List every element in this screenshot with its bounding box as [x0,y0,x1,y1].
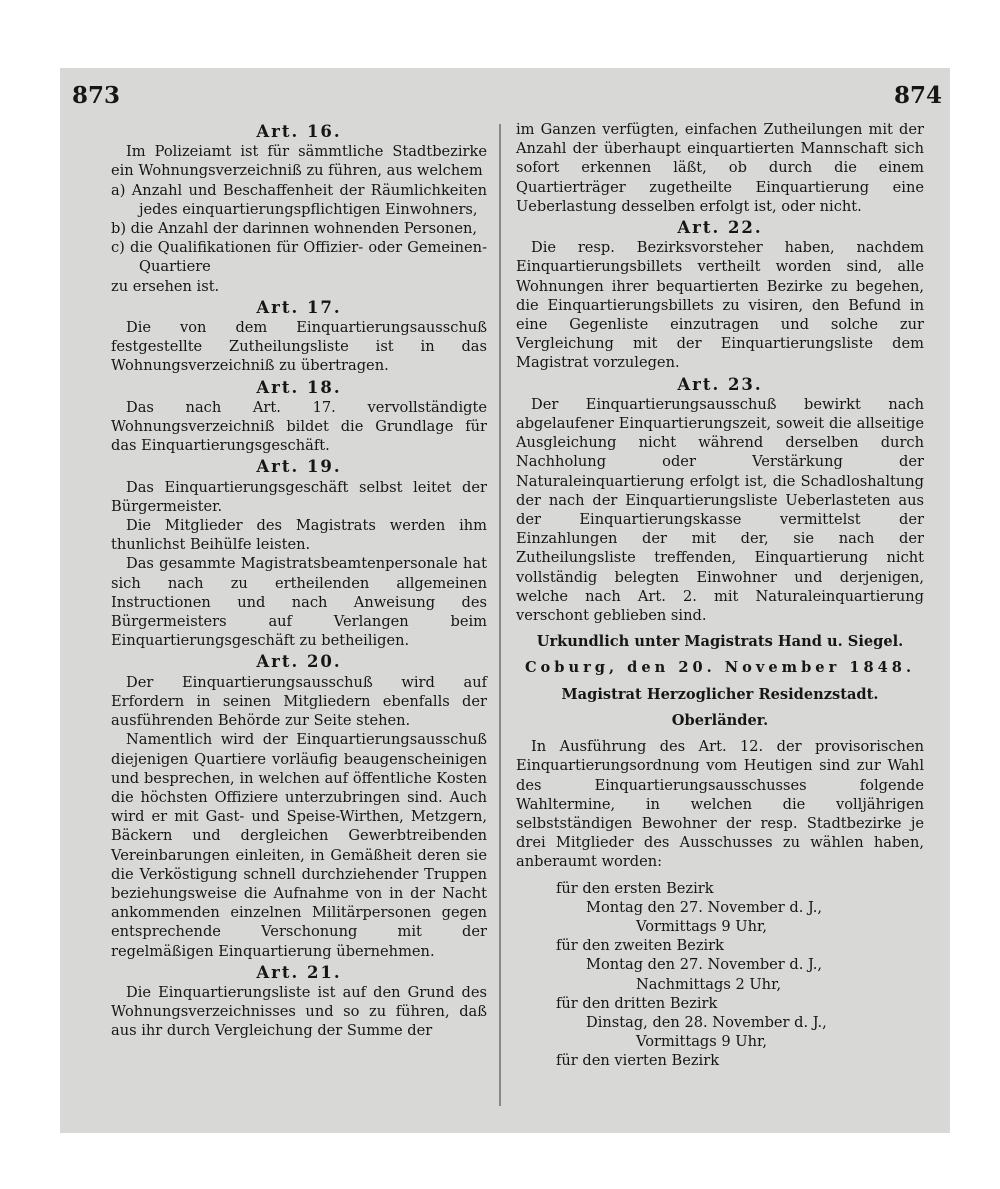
article-23-text: Der Einquartierungsausschuß bewirkt nach abgelaufener Einquartierungszeit, soweit die allseitige Ausgleichung nicht während derselben durch Nachholung oder Verstärkung der Naturaleinquartierung erfolgt ist, die Schadloshaltung der nach der Einquartierungsliste Ueberlasteten aus der Einquartierungskasse vermittelst der Einzahlungen der mit der, sie nach der Zutheilungsliste treffenden, Einquartierung nicht vollständig belegten Einwohner und derjenigen, welche nach Art. 2. mit Naturaleinquartierung verschont geblieben sind. [516,395,924,625]
signatory: Oberländer. [671,711,769,729]
article-16-item-a: a) Anzahl und Beschaffenheit der Räumlichkeiten jedes einquartierungspflichtigen Einwohners, [111,181,487,218]
article-19-paragraph-2: Die Mitglieder des Magistrats werden ihm thunlichst Beihülfe leisten. [111,517,487,554]
schedule-district-4: für den vierten Bezirk [556,1052,720,1070]
article-16-item-c: c) die Qualifikationen für Offizier- oder Gemeinen-Quartiere [111,239,487,276]
schedule-time-1: Vormittags 9 Uhr, [636,917,768,935]
article-17-heading: Art. 17. [256,297,342,317]
article-16-outro: zu ersehen ist. [111,277,220,295]
article-18-heading: Art. 18. [256,377,342,397]
page-number-right: 874 [894,82,943,109]
right-column [516,120,924,1071]
article-22-heading: Art. 22. [677,218,763,238]
article-20-paragraph-2: Namentlich wird der Einquartierungsausschuß diejenigen Quartiere vorläufig beaugenscheinigen und besprechen, in welchen auf öffentliche Kosten die höchsten Offiziere unterzubringen sind. Auch wird er mit Gast- und Speise-Wirthen, Metzgern, Bäckern und dergleichen Gewerbtreibenden Vereinbarungen einleiten, in Gemäßheit deren sie die Verköstigung schnell durchziehender Truppen beziehungsweise die Aufnahme von in der Nacht ankommenden einzelnen Militärpersonen gegen entsprechende Verschonung mit der regelmäßigen Einquartierung übernehmen. [111,731,487,960]
schedule-district-2: für den zweiten Bezirk [556,937,724,955]
schedule-time-2: Nachmittags 2 Uhr, [636,975,782,993]
article-21-continuation: im Ganzen verfügten, einfachen Zutheilungen mit der Anzahl der überhaupt einquartierten Mannschaft sich sofort erkennen läßt, ob durch die einem Quartierträger zugetheilte Einquartierung eine Ueberlastung desselben erfolgt ist, oder nicht. [516,121,924,215]
left-column [111,120,487,1041]
article-18-text: Das nach Art. 17. vervollständigte Wohnungsverzeichniß bildet die Grundlage für das Einquartierungsgeschäft. [111,398,487,455]
column-divider [499,124,501,1106]
schedule-day-2: Montag den 27. November d. J., [586,956,823,974]
article-20-heading: Art. 20. [256,652,342,672]
schedule-time-3: Vormittags 9 Uhr, [636,1033,768,1051]
article-19-paragraph-1: Das Einquartierungsgeschäft selbst leitet der Bürgermeister. [111,478,487,515]
date-line: Coburg, den 20. November 1848. [524,659,916,677]
schedule-day-1: Montag den 27. November d. J., [586,898,823,916]
schedule-district-1: für den ersten Bezirk [556,879,714,897]
article-21-text: Die Einquartierungsliste ist auf den Grund des Wohnungsverzeichnisses und so zu führen, daß aus ihr durch Vergleichung der Summe der [111,983,487,1040]
article-20-paragraph-1: Der Einquartierungsausschuß wird auf Erfordern in seinen Mitgliedern ebenfalls der ausführenden Behörde zur Seite stehen. [111,673,487,730]
article-16-intro: Im Polizeiamt ist für sämmtliche Stadtbezirke ein Wohnungsverzeichniß zu führen, aus welchem [111,143,487,180]
article-22-text: Die resp. Bezirksvorsteher haben, nachdem Einquartierungsbillets vertheilt worden sind, alle Wohnungen ihrer bequartierten Bezirke zu begehen, die Einquartierungsbillets zu visiren, den Befund in eine Gegenliste einzutragen und solche zur Vergleichung mit der Einquartierungsliste dem Magistrat vorzulegen. [516,239,924,372]
article-23-heading: Art. 23. [677,374,763,394]
article-16-heading: Art. 16. [256,122,342,141]
article-17-text: Die von dem Einquartierungsausschuß festgestellte Zutheilungsliste ist in das Wohnungsverzeichniß zu übertragen. [111,319,487,375]
article-19-heading: Art. 19. [256,457,342,477]
article-21-heading: Art. 21. [256,962,342,982]
schedule-district-3: für den dritten Bezirk [556,994,718,1012]
schedule-day-3: Dinstag, den 28. November d. J., [586,1013,827,1031]
article-19-paragraph-3: Das gesammte Magistratsbeamtenpersonale hat sich nach zu ertheilenden allgemeinen Instructionen und nach Anweisung des Bürgermeisters auf Verlangen beim Einquartierungsgeschäft zu betheiligen. [111,555,487,650]
issuing-authority: Magistrat Herzoglicher Residenzstadt. [561,685,879,703]
attestation: Urkundlich unter Magistrats Hand u. Siegel. [536,633,904,651]
election-notice: In Ausführung des Art. 12. der provisorischen Einquartierungsordnung vom Heutigen sind zur Wahl des Einquartierungsausschusses folgende Wahltermine, in welchen die volljährigen selbstständigen Bewohner der resp. Stadtbezirke je drei Mitglieder des Ausschusses zu wählen haben, anberaumt worden: [516,738,924,871]
article-16-item-b: b) die Anzahl der darinnen wohnenden Personen, [111,220,477,238]
page-number-left: 873 [72,82,121,109]
